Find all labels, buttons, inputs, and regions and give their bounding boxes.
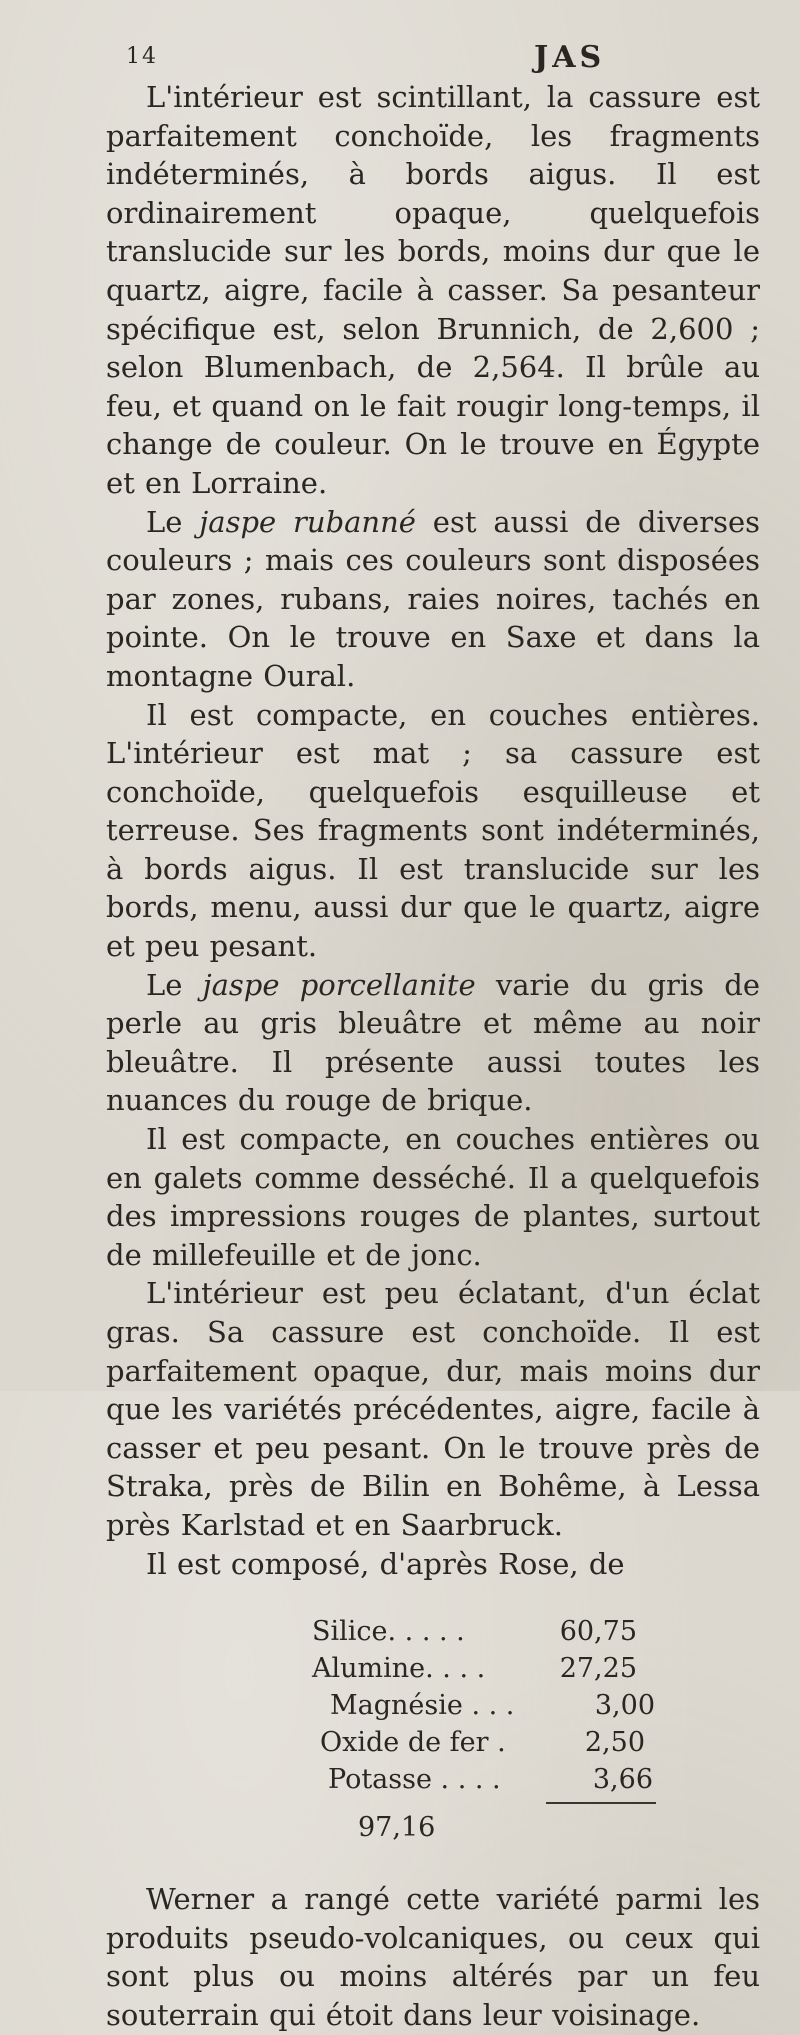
composition-row: Magnésie . . . 3,00 [330,1690,655,1722]
paragraph-5: Il est compacte, en couches entières ou en galets comme desséché. Il a quelquefois des impressions rouges de plantes, surtout de millefeuille et de jonc. [106,1122,760,1272]
composition-row: Potasse . . . . 3,66 [328,1764,653,1796]
sum-rule [546,1802,656,1804]
paragraph-6: L'intérieur est peu éclatant, d'un éclat gras. Sa cassure est conchoïde. Il est parfaitement opaque, dur, mais moins dur que les variétés précédentes, aigre, facile à casser et peu pesant. On le trouve près de Straka, près de Bilin en Bohême, à Lessa près Karlstad et en Saarbruck. [106,1276,760,1542]
paragraph-2: Le jaspe rubanné est aussi de diverses couleurs ; mais ces couleurs sont disposées par zones, rubans, raies noires, tachés en pointe. On le trouve en Saxe et dans la montagne Oural. [106,504,760,693]
page-number: 14 [126,44,158,69]
paragraph-4: Le jaspe porcellanite varie du gris de perle au gris bleuâtre et même au noir bleuâtre. Il présente aussi toutes les nuances du rouge de brique. [106,967,760,1118]
composition-row: Alumine. . . . 27,25 [312,1653,637,1685]
composition-row: Oxide de fer . 2,50 [320,1727,645,1759]
composition-total: 97,16 [358,1812,436,1844]
variety-name-porcellanite: jaspe porcellanite [202,967,476,1002]
composition-row: Silice. . . . . 60,75 [312,1616,637,1648]
composition-table [106,1613,760,1804]
paragraph-1: L'intérieur est scintillant, la cassure est parfaitement conchoïde, les fragments indéterminés, à bords aigus. Il est ordinairement opaque, quelquefois translucide sur les bords, moins dur que le quartz, aigre, facile à casser. Sa pesanteur spécifique est, selon Brunnich, de 2,600 ; selon Blumenbach, de 2,564. Il brûle au feu, et quand on le fait rougir long-temps, il change de couleur. On le trouve en Égypte et en Lorraine. [106,80,760,500]
closing-paragraph: Werner a rangé cette variété parmi les produits pseudo-volcaniques, ou ceux qui sont plus ou moins altérés par un feu souterrain qui étoit dans leur voisinage. [106,1882,760,2032]
paragraph-7: Il est composé, d'après Rose, de [146,1546,625,1581]
page-header [106,34,760,78]
variety-name-rubanne: jaspe rubanné [199,504,416,539]
paragraph-3: Il est compacte, en couches entières. L'intérieur est mat ; sa cassure est conchoïde, quelquefois esquilleuse et terreuse. Ses fragments sont indéterminés, à bords aigus. Il est translucide sur les bords, menu, aussi dur que le quartz, aigre et peu pesant. [106,697,760,964]
running-title: JAS [534,40,606,75]
